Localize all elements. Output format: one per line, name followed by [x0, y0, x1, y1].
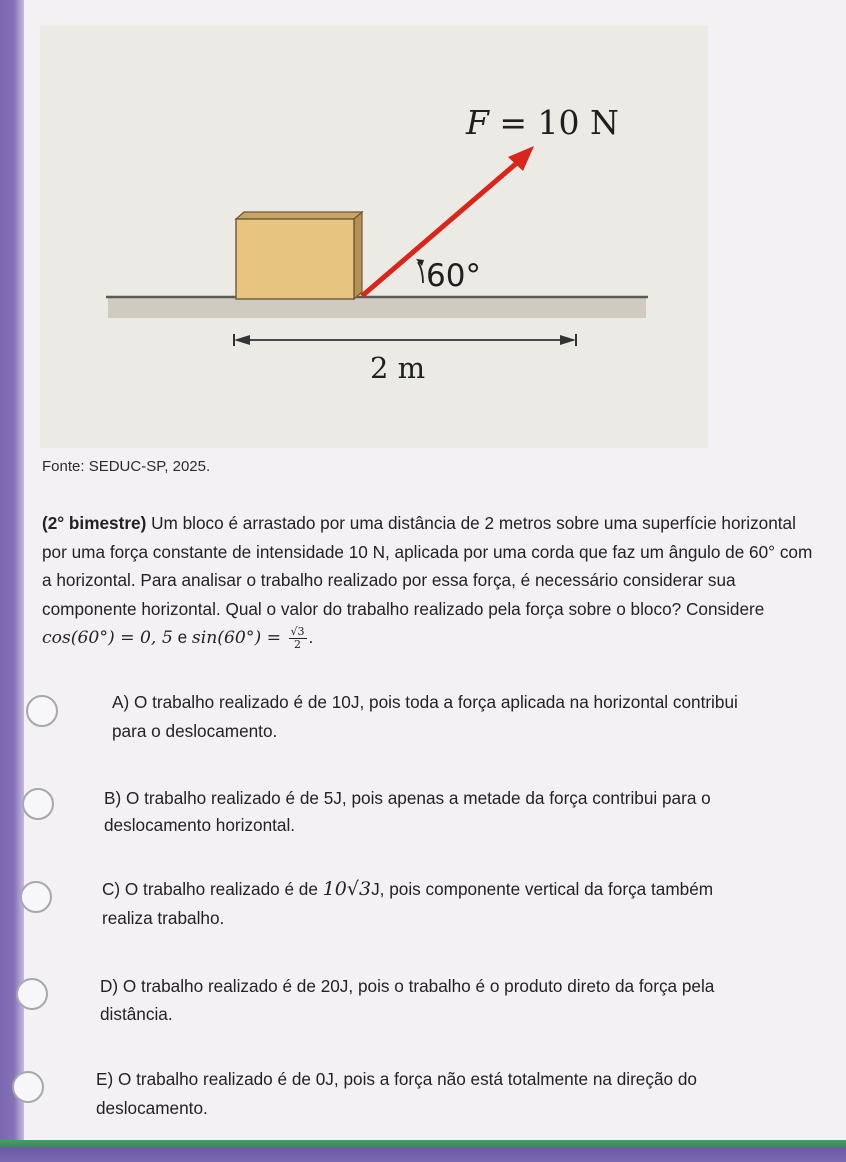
option-d-radio[interactable]: [16, 978, 48, 1010]
option-c-text-pre: C) O trabalho realizado é de: [102, 879, 323, 899]
distance-right-arrowhead: [560, 335, 576, 345]
question-angle: 60°: [749, 541, 776, 562]
physics-figure: [40, 26, 708, 448]
option-a-line1: A) O trabalho realizado é de 10J, pois toda a força aplicada na horizontal contribui: [112, 692, 738, 712]
angle-label: 60°: [426, 258, 481, 294]
question-body-2: com a horizontal. Para analisar o trabalho realizado por essa força, é necessário considerar sua componente horizontal. Qual o valor do trabalho realizado pela força sobre o bloco? Considere: [42, 541, 813, 619]
option-d-line2: distância.: [100, 1004, 173, 1024]
question-end: .: [308, 627, 314, 647]
question-prefix: (2° bimestre): [42, 513, 147, 533]
block-force-diagram: [40, 26, 708, 448]
option-d[interactable]: [0, 972, 846, 1042]
force-label: F = 10 N: [466, 103, 619, 142]
option-e[interactable]: [0, 1065, 846, 1135]
option-e-line2: deslocamento.: [96, 1098, 208, 1118]
option-b-line1: B) O trabalho realizado é de 5J, pois apenas a metade da força contribui para o: [104, 788, 711, 808]
block-side-face: [354, 212, 362, 299]
block-top-face: [236, 212, 362, 219]
figure-source: Fonte: SEDUC-SP, 2025.: [42, 458, 211, 475]
sqrt3-over-2-fraction: [289, 626, 307, 651]
option-c-radio[interactable]: [20, 881, 52, 913]
distance-left-arrowhead: [234, 335, 250, 345]
option-b[interactable]: [0, 784, 846, 854]
cos-expression: cos(60°) = 0, 5: [42, 628, 173, 648]
ground-surface: [108, 298, 646, 318]
option-e-radio[interactable]: [12, 1071, 44, 1103]
option-c-line2: realiza trabalho.: [102, 908, 225, 928]
option-c-line1: [102, 875, 802, 904]
option-d-line1: D) O trabalho realizado é de 20J, pois o trabalho é o produto direto da força pela: [100, 976, 715, 996]
question-connector: e: [172, 627, 192, 647]
question-text: [42, 509, 822, 653]
fraction-numerator: √3: [290, 624, 305, 638]
option-a-line2: para o deslocamento.: [112, 721, 278, 741]
option-e-line1: E) O trabalho realizado é de 0J, pois a força não está totalmente na direção do: [96, 1069, 697, 1089]
distance-label: 2 m: [370, 351, 426, 385]
option-c-math: 10√3: [322, 878, 372, 900]
option-b-radio[interactable]: [22, 788, 54, 820]
block: [236, 219, 354, 299]
option-a-radio[interactable]: [26, 695, 58, 727]
option-c-text-post: J, pois componente vertical da força também: [371, 879, 714, 899]
question-body-1: Um bloco é arrastado por uma distância de 2 metros sobre uma superfície horizontal por uma força constante de intensidade 10 N, aplicada por uma corda que faz um ângulo de: [42, 513, 796, 562]
fraction-denominator: 2: [294, 637, 301, 651]
option-b-line2: deslocamento horizontal.: [104, 815, 296, 835]
bottom-border: [0, 1140, 846, 1162]
option-a[interactable]: [0, 688, 846, 758]
sin-expression: sin(60°) =: [191, 628, 287, 648]
option-c[interactable]: [0, 875, 846, 945]
